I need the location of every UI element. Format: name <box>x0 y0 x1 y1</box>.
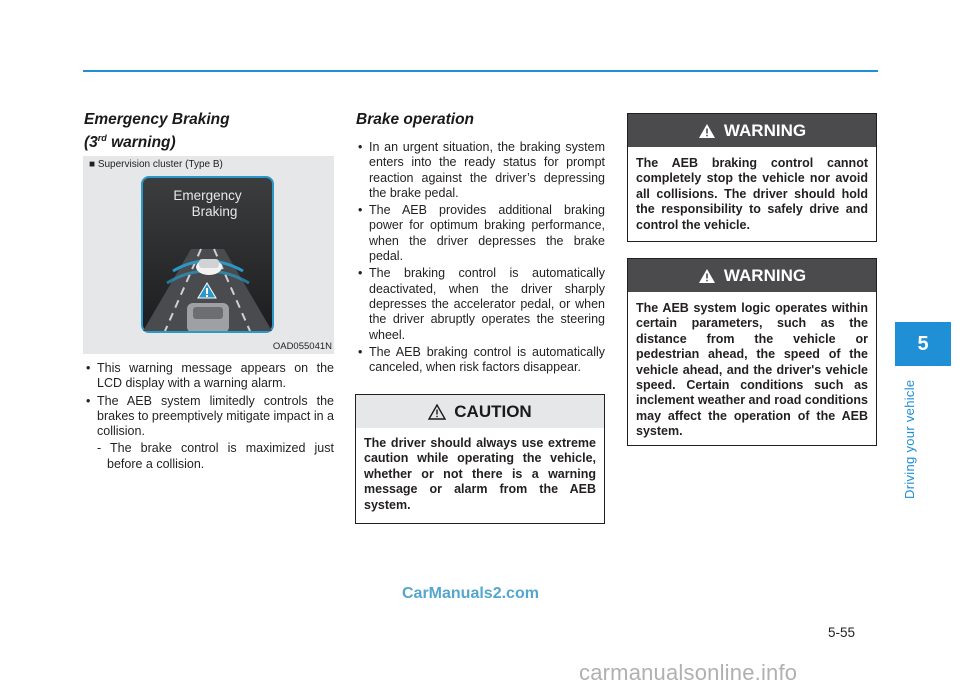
page-number: 5-55 <box>828 625 856 640</box>
sub-item: - The brake control is maximized just before a collision. <box>97 441 334 471</box>
screen-title <box>143 188 272 220</box>
list-item: • The braking control is automatically deactivated, when the driver sharply depresses the accelerator pedal, or when the driver abruptly operates the steering wheel. <box>356 266 605 342</box>
warning-box-1 <box>627 113 877 242</box>
section-heading-emergency-braking <box>84 111 334 152</box>
chapter-label <box>900 372 920 502</box>
bullet-list <box>84 361 334 439</box>
heading-pre: (3 <box>84 134 98 152</box>
list-item: • In an urgent situation, the braking system enters into the ready status for prompt reaction against the driver’s depressing the brake pedal. <box>356 140 605 201</box>
watermark-online[interactable]: carmanualsonline.info <box>579 660 798 685</box>
heading-post: warning) <box>106 134 176 152</box>
chapter-label-text: Driving your vehicle <box>902 379 917 499</box>
list-item: • This warning message appears on the LCD display with a warning alarm. <box>84 361 334 392</box>
column-brake-operation <box>356 111 605 377</box>
list-item: • The AEB provides additional braking power for optimum braking performance, when the driver depresses the brake pedal. <box>356 203 605 264</box>
warning-title-1: WARNING <box>723 120 807 140</box>
warning-body-1: The AEB braking control cannot completely stop the vehicle nor avoid all collisions. The driver should hold the responsibility to safely drive and control the vehicle. <box>636 156 868 232</box>
warning-icon <box>698 268 716 284</box>
section-heading-brake-operation: Brake operation <box>356 111 475 128</box>
caution-title: CAUTION <box>454 401 532 421</box>
cluster-figure <box>83 156 334 354</box>
figure-caption: ■ Supervision cluster (Type B) <box>89 159 223 170</box>
warning-box-2 <box>627 258 877 446</box>
road-scene-illustration <box>143 231 272 331</box>
warning-icon <box>698 123 716 139</box>
caution-box <box>355 394 605 524</box>
lead-car-icon <box>196 259 222 275</box>
list-item: • The AEB braking control is automatically canceled, when risk factors disappear. <box>356 345 605 376</box>
screen-title-line1: Emergency <box>173 188 242 203</box>
warning-title-2: WARNING <box>723 265 807 285</box>
column-emergency-braking <box>84 111 334 152</box>
caution-icon <box>428 404 446 420</box>
cluster-screen <box>141 176 274 333</box>
warning-header-2 <box>628 259 876 292</box>
caution-body: The driver should always use extreme caution while operating the vehicle, whether or not there is a warning message or alarm from the AEB system. <box>364 436 596 512</box>
heading-sup: rd <box>97 133 107 143</box>
list-item: • The AEB system limitedly controls the brakes to preemptively mitigate impact in a collision. <box>84 394 334 440</box>
caution-header <box>356 395 604 428</box>
chapter-tab: 5 <box>895 322 951 366</box>
warning-header-1 <box>628 114 876 147</box>
header-rule <box>83 70 878 72</box>
screen-title-line2: Braking <box>191 204 238 219</box>
column-emergency-braking-text <box>84 361 334 472</box>
bullet-list <box>356 140 605 375</box>
warning-body-2: The AEB system logic operates within certain parameters, such as the distance from the vehicle or pedestrian ahead, the speed of the vehicle ahead, and the driver's vehicle speed. Certain conditions such as inclement weather and road conditions may affect the operation of the AEB system. <box>636 301 868 439</box>
figure-code: OAD055041N <box>272 341 332 352</box>
own-car-icon <box>187 303 229 331</box>
watermark-carmanuals[interactable]: CarManuals2.com <box>402 585 539 602</box>
heading-line1: Emergency Braking <box>84 111 230 128</box>
